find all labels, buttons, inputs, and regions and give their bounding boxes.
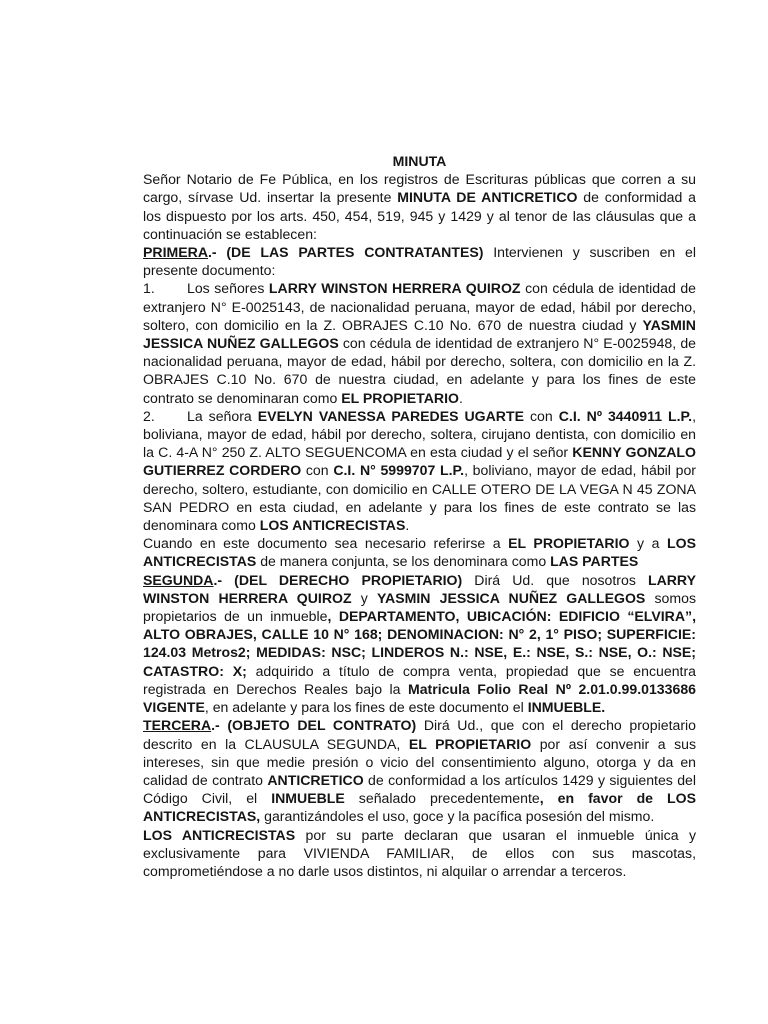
clause-tercera-text-4: señalado precedentemente	[344, 790, 540, 807]
clause-primera-text: Intervienen y suscriben en el presente documento:	[143, 244, 696, 279]
clause-tercera-propietario: EL PROPIETARIO	[408, 735, 532, 752]
property-term-inmueble: INMUEBLE.	[527, 699, 606, 716]
joint-reference-paragraph	[143, 534, 696, 570]
clause-segunda-text-2: somos propietarios de un inmueble	[143, 589, 696, 625]
clause-segunda	[143, 571, 696, 717]
clause-tercera-connector: , en favor de	[539, 790, 668, 807]
clause-segunda-connector: y	[351, 589, 377, 606]
joint-role-las-partes: LAS PARTES	[550, 553, 639, 570]
clause-tercera-title: .- (OBJETO DEL CONTRATO)	[211, 717, 417, 734]
joint-text: Cuando en este documento sea necesario referirse a	[143, 535, 509, 552]
party-item-2-details: , boliviana, mayor de edad, hábil por derecho, soltera, cirujano dentista, con domicilio en la C. 4-A N° 250 Z. ALTO SEGUENCOMA en esta ciudad y el señor	[143, 407, 696, 461]
party-name-kenny: KENNY GONZALO GUTIERREZ CORDERO	[143, 444, 696, 479]
party-item-2-connector-2: con	[301, 462, 334, 479]
clause-segunda-text: Dirá Ud. que nosotros	[462, 571, 648, 588]
party-item-1-details: con cédula de identidad de extranjero N° E-0025143, de nacionalidad peruana, mayor de edad, hábil por derecho, soltero, con domicilio en la Z. OBRAJES C.10 No. 670 de nuestra ciudad y	[143, 280, 696, 333]
intro-text-end: de conformidad a los dispuesto por los arts. 450, 454, 519, 945 y 1429 y al tenor de las cláusulas que a continuación se establecen:	[143, 189, 697, 242]
clause-primera	[143, 243, 696, 279]
clause-segunda-title: .- (DEL DERECHO PROPIETARIO)	[213, 571, 463, 588]
property-description: , DEPARTAMENTO, UBICACIÓN: EDIFICIO “ELVIRA”, ALTO OBRAJES, CALLE 10 N° 168; DENOMINACION: N° 2, 1° PISO; SUPERFICIE: 124.03 Metros2; MEDIDAS: NSC; LINDEROS N.: NSE, E.: NSE, S.: NSE, O.: NSE; CATASTRO: X;	[143, 608, 697, 679]
party-item-2	[143, 407, 696, 534]
clause-tercera-text-2: por así convenir a sus intereses, sin que medie presión o vicio del consentimiento alguno, otorga y da en calidad de contrato	[143, 735, 696, 788]
intro-paragraph	[143, 170, 696, 243]
party-item-1-end: .	[458, 389, 463, 406]
clause-segunda-heading: SEGUNDA	[143, 571, 214, 588]
clause-primera-heading: PRIMERA	[143, 244, 208, 261]
property-registry-number: Matricula Folio Real Nº 2.01.0.99.0133686 VIGENTE	[143, 680, 696, 716]
clause-tercera-heading: TERCERA	[143, 717, 212, 734]
party-item-1	[143, 279, 696, 406]
clause-tercera	[143, 716, 696, 825]
clause-primera-title: .- (DE LAS PARTES CONTRATANTES)	[208, 244, 484, 261]
party-item-1-number: 1.	[143, 280, 155, 297]
clause-tercera-inmueble: INMUEBLE	[271, 790, 345, 807]
party-item-2-details-2: , boliviano, mayor de edad, hábil por derecho, soltero, estudiante, con domicilio en CALLE OTERO DE LA VEGA N 45 ZONA SAN PEDRO en esta ciudad, en adelante y para los fines de este contrato se las denominara como	[143, 462, 696, 534]
party-id-evelyn: C.I. Nº 3440911 L.P.	[558, 407, 693, 424]
clause-segunda-text-4: , en adelante y para los fines de este documento el	[204, 699, 528, 716]
party-id-kenny: C.I. N° 5999707 L.P.	[333, 462, 465, 479]
clause-segunda-text-3: adquirido a título de compra venta, propiedad que se encuentra registrada en Derechos Reales bajo la	[143, 662, 696, 697]
party-item-1-details-2: con cédula de identidad de extranjero N° E-0025948, de nacionalidad peruana, mayor de edad, hábil por derecho, soltera, con domicilio en la Z. OBRAJES C.10 No. 670 de nuestra ciudad, en adelante y para los fines de este contrato se denominaran como	[143, 335, 696, 406]
joint-role-propietario: EL PROPIETARIO	[508, 535, 630, 552]
closing-anticrecistas: LOS ANTICRECISTAS	[143, 826, 296, 843]
role-el-propietario: EL PROPIETARIO	[341, 389, 459, 406]
owner-name-yasmin: YASMIN JESSICA NUÑEZ GALLEGOS	[376, 589, 646, 606]
party-item-2-number: 2.	[143, 407, 155, 424]
document-page	[143, 152, 696, 880]
clause-tercera-text: Dirá Ud., que con el derecho propietario descrito en la CLAUSULA SEGUNDA,	[143, 717, 696, 752]
party-name-evelyn: EVELYN VANESSA PAREDES UGARTE	[257, 407, 524, 424]
joint-connector: y a	[629, 535, 667, 552]
clause-tercera-anticrecistas: LOS ANTICRECISTAS,	[143, 790, 697, 825]
closing-text: por su parte declaran que usaran el inmueble única y exclusivamente para VIVIENDA FAMILIAR, de ellos con sus mascotas, comprometiéndose a no darle usos distintos, ni alquilar o arrendar a terceros.	[143, 826, 696, 879]
document-title: MINUTA	[392, 153, 447, 169]
intro-contract-type: MINUTA DE ANTICRETICO	[397, 189, 578, 206]
joint-role-anticrecistas: LOS ANTICRECISTAS	[143, 535, 696, 570]
party-item-2-text: La señora	[187, 407, 258, 424]
owner-name-larry: LARRY WINSTON HERRERA QUIROZ	[143, 571, 696, 606]
closing-paragraph	[143, 826, 696, 881]
clause-tercera-text-3: de conformidad a los artículos 1429 y siguientes del Código Civil, el	[143, 771, 697, 807]
party-item-1-text: Los señores	[187, 280, 269, 297]
party-item-2-end: .	[405, 517, 410, 534]
party-item-2-connector: con	[524, 407, 559, 424]
joint-text-2: de manera conjunta, se los denominara como	[256, 553, 551, 570]
clause-tercera-anticretico: ANTICRETICO	[267, 771, 364, 788]
party-name-yasmin: YASMIN JESSICA NUÑEZ GALLEGOS	[143, 316, 696, 352]
intro-text: Señor Notario de Fe Pública, en los registros de Escrituras públicas que corren a su cargo, sírvase Ud. insertar la presente	[143, 171, 696, 206]
party-name-larry: LARRY WINSTON HERRERA QUIROZ	[268, 280, 521, 297]
role-los-anticrecistas: LOS ANTICRECISTAS	[259, 517, 406, 534]
clause-tercera-text-5: garantizándoles el uso, goce y la pacífica posesión del mismo.	[260, 808, 655, 825]
